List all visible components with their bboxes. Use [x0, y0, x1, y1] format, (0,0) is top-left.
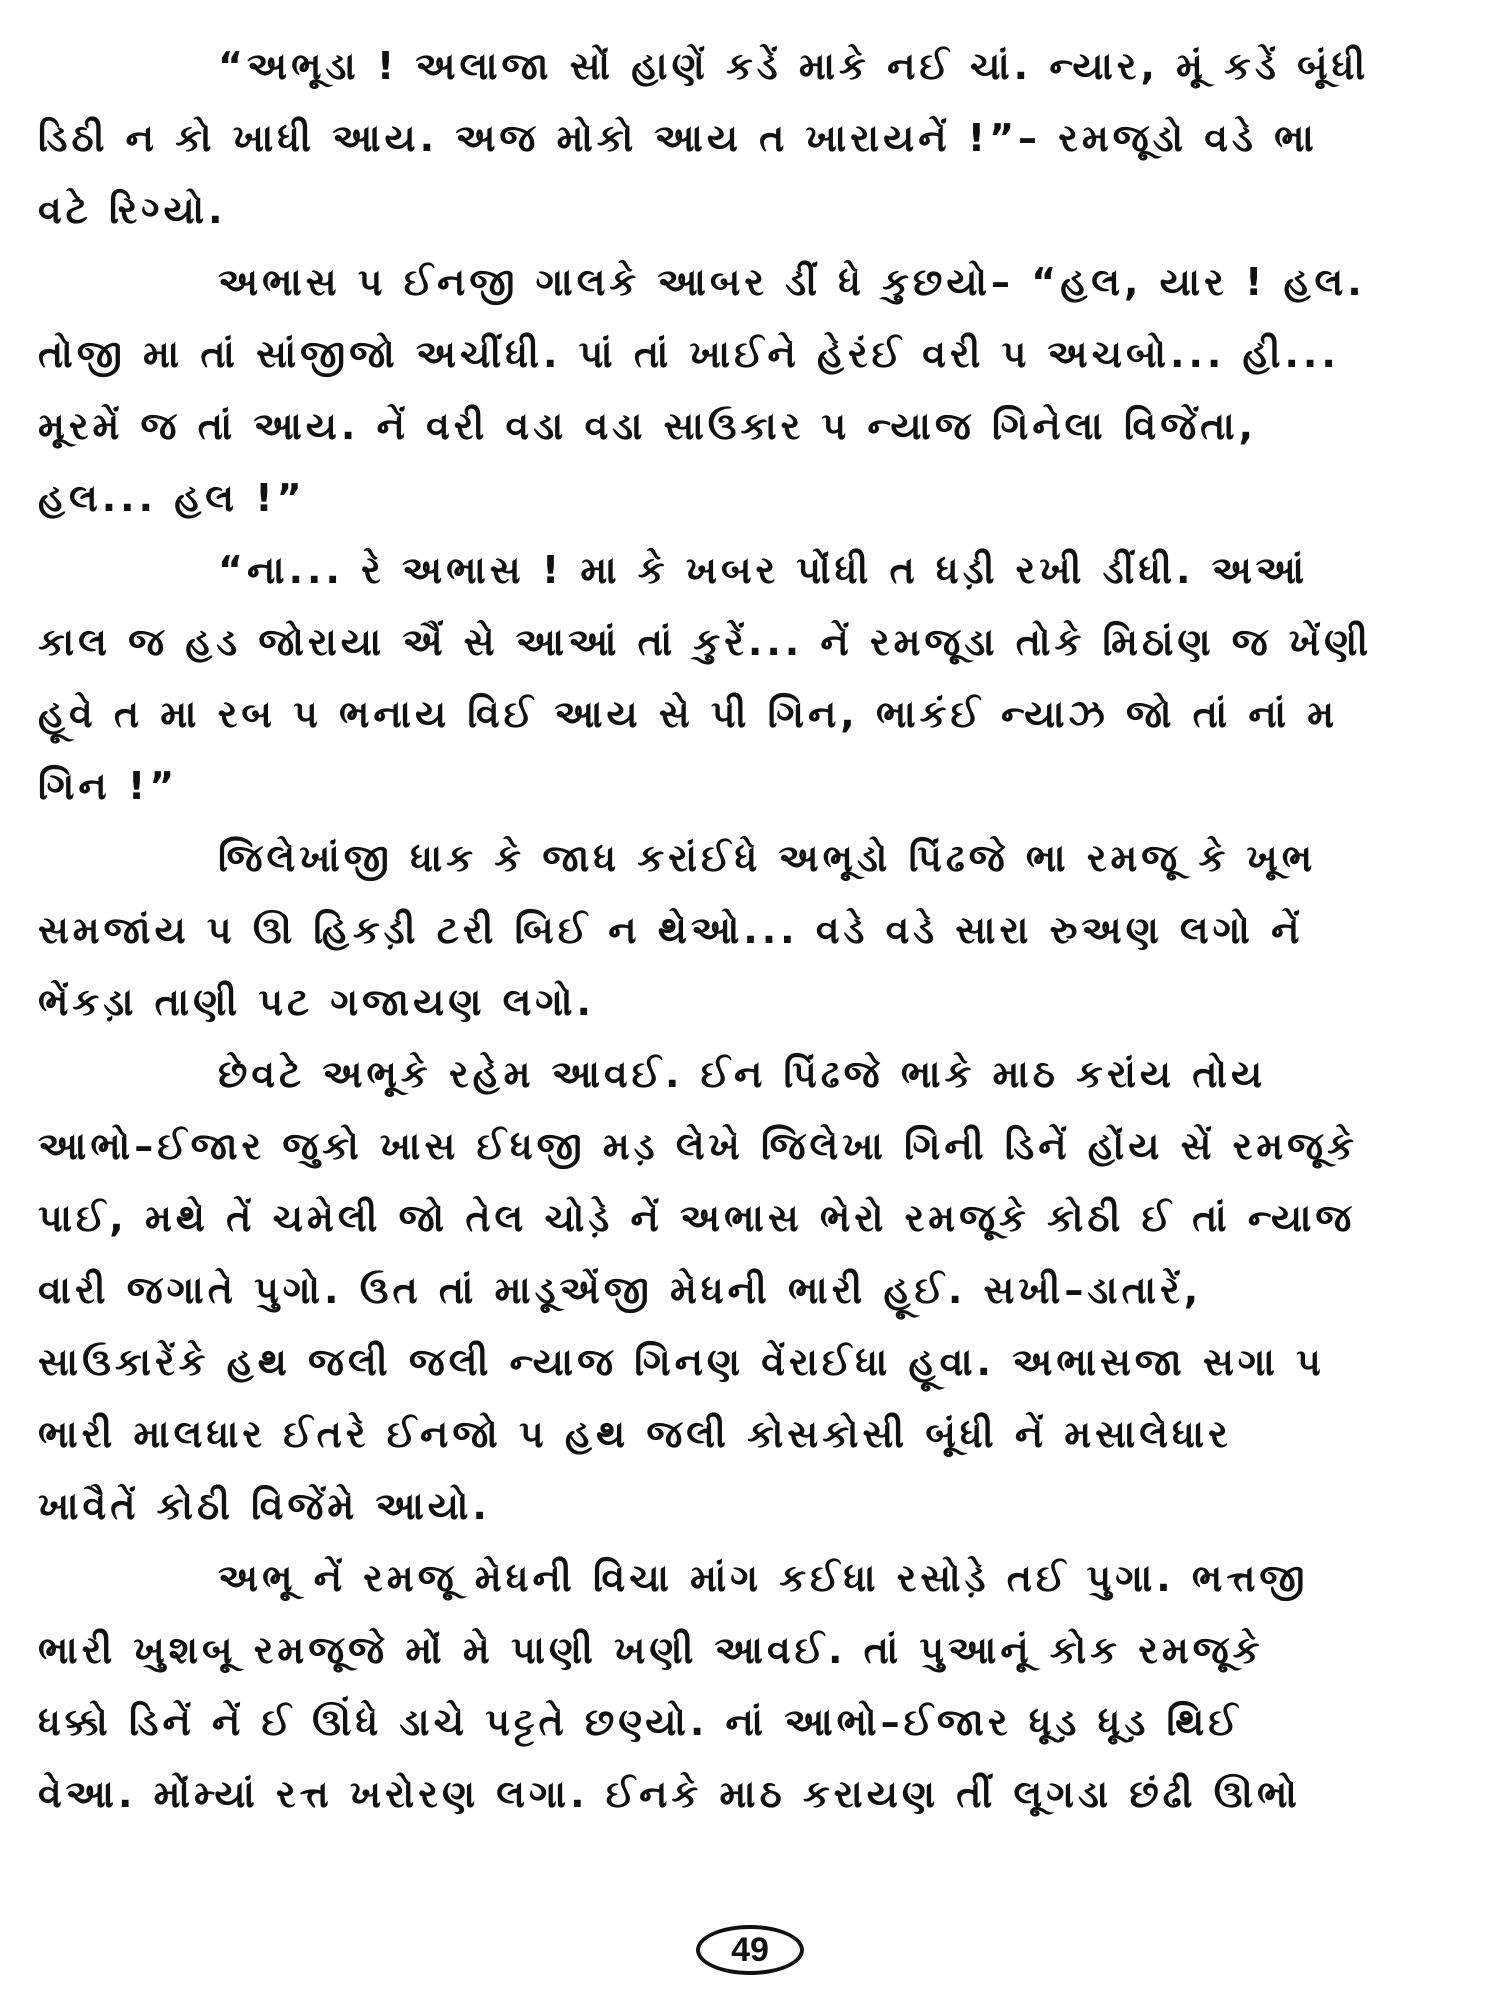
text-line: ભારી ખુશબૂ રમજૂજે મોં મે પાણી ખણી આવઈ. તાં પુઆનૂં કોક રમજૂકે: [38, 1628, 1264, 1672]
text-line: ડિઠી ન કો ખાધી આય. અજ મોકો આય ત ખારાયનેં !”– રમજૂડો વડે ભા: [38, 116, 1318, 160]
text-line: ભારી માલધાર ઈતરે ઈનજો પ હથ જલી કોસકોસી બૂંધી નેં મસાલેધાર: [38, 1412, 1232, 1456]
text-line: ખાવૈતેં કોઠી વિજેંમે આયો.: [38, 1484, 491, 1528]
text-line: વટે રિગ્યો.: [38, 188, 227, 232]
text-line: “ના... રે અભાસ ! મા કે ખબર પોંધી ત ધડ઼ી રખી ડીંધી. અઆં: [218, 548, 1309, 592]
body-text: [38, 30, 1468, 1830]
text-line: મૂરમેં જ તાં આય. નેં વરી વડા વડા સાઉકાર પ ન્યાજ ગિનેલા વિજેંતા,: [38, 404, 1258, 448]
text-line: “અભૂડા ! અલાજા સોં હાણેં કડેં માકે નઈ ચાં. ન્યાર, મૂં કડેં બૂંધી: [218, 44, 1370, 88]
paragraph-2: [38, 246, 1468, 534]
text-line: અભૂ નેં રમજૂ મેધની વિચા માંગ કઈધા રસોડ઼ે તઈ પુગા. ભત્તજી: [218, 1556, 1309, 1600]
text-line: અભાસ પ ઈનજી ગાલકે આબર ડીં ધે કુછયો– “હલ, યાર ! હલ.: [218, 260, 1366, 304]
text-line: હૂવે ત મા રબ પ ભનાય વિઈ આય સે પી ગિન, ભાકંઈ ન્યાઝ જો તાં નાં મ: [38, 692, 1339, 736]
text-line: સમજાંય પ ઊ હિકડ઼ી ટરી બિઈ ન થેઓ... વડે વડે સારા રુઅણ લગો નેં: [38, 908, 1304, 952]
text-line: વેઆ. મોંમ્યાં રત્ત ખરોરણ લગા. ઈનકે માઠ કરાયણ તીં લૂગડા છંઢી ઊભો: [38, 1772, 1301, 1816]
text-line: કાલ જ હડ જોરાયા ઐં સે આઆં તાં કુરેં... નેં રમજૂડા તોકે મિઠાંણ જ ખેંણી: [38, 620, 1373, 664]
text-line: ધક્કો ડિનેં નેં ઈ ઊંધે ડાચે પટ્ટતે છણ્યો. નાં આભો–ઈજાર ધૂડ઼ ધૂડ઼ થિઈ: [38, 1700, 1242, 1744]
page-number: 49: [696, 1925, 804, 1975]
paragraph-4: [38, 822, 1468, 1038]
text-line: પાઈ, મથે તેં ચમેલી જો તેલ ચોડ઼ે નેં અભાસ ભેરો રમજૂકે કોઠી ઈ તાં ન્યાજ: [38, 1196, 1356, 1240]
text-line: વારી જગાતે પુગો. ઉત તાં માડૂએંજી મેધની ભારી હૂઈ. સખી–ડાતારેં,: [38, 1268, 1203, 1312]
paragraph-5: [38, 1038, 1468, 1542]
text-line: ભેંકડ઼ા તાણી પટ ગજાયણ લગો.: [38, 980, 595, 1024]
text-line: ગિન !”: [38, 764, 179, 808]
text-line: હલ... હલ !”: [38, 476, 306, 520]
text-line: જિલેખાંજી ધાક કે જાધ કરાંઈધે અભૂડો પિંઢજે ભા રમજૂ કે ખૂભ: [218, 836, 1317, 880]
paragraph-6: [38, 1542, 1468, 1830]
text-line: આભો–ઈજાર જુકો ખાસ ઈધજી મડ઼ લેખે જિલેખા ગિની ડિનેં હોંય સેં રમજૂકે: [38, 1124, 1358, 1168]
paragraph-3: [38, 534, 1468, 822]
text-line: સાઉકારેંકે હથ જલી જલી ન્યાજ ગિનણ વેંરાઈધા હૂવા. અભાસજા સગા પ: [38, 1340, 1325, 1384]
text-line: છેવટે અભૂકે રહેમ આવઈ. ઈન પિંઢજે ભાકે માઠ કરાંય તોય: [218, 1052, 1267, 1096]
text-line: તોજી મા તાં સાંજીજો અચીંધી. પાં તાં ખાઈને હેરંઈ વરી પ અચબો... હી...: [38, 332, 1340, 376]
page-footer: [0, 1925, 1500, 1975]
paragraph-1: [38, 30, 1468, 246]
